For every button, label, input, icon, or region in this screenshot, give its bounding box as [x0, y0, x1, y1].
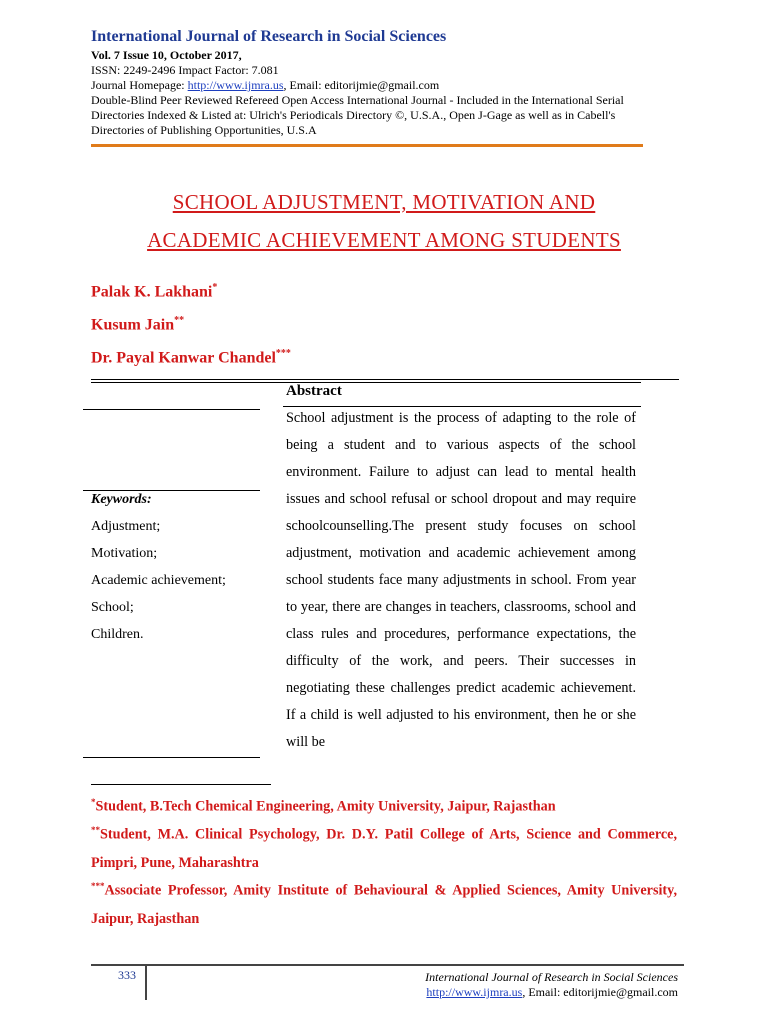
footnote-mark: ** [91, 825, 100, 835]
footnote-text: Student, M.A. Clinical Psychology, Dr. D.Y. Patil College of Arts, Science and Commerce, Pimpri, Pune, Maharashtra [91, 826, 677, 871]
footer-rule [91, 964, 684, 966]
table-top-rule-inner [91, 382, 641, 383]
author-1 [91, 282, 217, 301]
author-3 [91, 348, 291, 367]
footnote-text: Student, B.Tech Chemical Engineering, Amity University, Jaipur, Rajasthan [95, 798, 556, 815]
author-name: Kusum Jain [91, 316, 175, 334]
footnote-2 [91, 816, 677, 877]
journal-title: International Journal of Research in Social Sciences [91, 28, 447, 45]
keyword-item: Motivation; [91, 546, 158, 561]
footnote-separator [91, 784, 271, 785]
author-mark: ** [174, 315, 185, 326]
footnote-mark: * [91, 797, 96, 807]
keywords-head-rule [83, 490, 260, 491]
keywords-top-rule [83, 409, 260, 410]
peer-review-line-3: Directories of Publishing Opportunities, U.S.A [91, 123, 317, 137]
volume-info: Vol. 7 Issue 10, October 2017, [91, 48, 242, 62]
footer-journal-name: International Journal of Research in Social Sciences [425, 970, 678, 984]
keyword-item: Academic achievement; [91, 573, 226, 588]
header-divider [91, 144, 643, 147]
keyword-item: School; [91, 600, 134, 615]
header-email: , Email: editorijmie@gmail.com [283, 78, 440, 92]
keywords-heading: Keywords: [91, 492, 152, 507]
table-top-rule [91, 379, 679, 380]
footnote-3 [91, 872, 677, 933]
footer-contact [426, 985, 678, 1000]
article-title-line-1: SCHOOL ADJUSTMENT, MOTIVATION AND [172, 190, 596, 214]
journal-homepage-line [91, 78, 439, 93]
peer-review-line-2: Directories Indexed & Listed at: Ulrich's Periodicals Directory ©, U.S.A., Open J-Gage as well as in Cabell's [91, 108, 616, 122]
author-mark: * [212, 282, 218, 293]
keyword-item: Children. [91, 627, 144, 642]
footnote-text: Associate Professor, Amity Institute of Behavioural & Applied Sciences, Amity University, Jaipur, Rajasthan [91, 882, 677, 927]
footnote-mark: *** [91, 881, 105, 891]
peer-review-line-1: Double-Blind Peer Reviewed Refereed Open Access International Journal - Included in the International Serial [91, 93, 624, 107]
author-2 [91, 315, 184, 334]
footer-vertical-rule [145, 966, 147, 1000]
footer-link[interactable]: http://www.ijmra.us [426, 985, 523, 999]
footer-email: , Email: editorijmie@gmail.com [522, 985, 678, 999]
page-number: 333 [118, 968, 136, 982]
author-name: Palak K. Lakhani [91, 283, 213, 301]
keywords-bottom-rule [83, 757, 260, 758]
homepage-link[interactable]: http://www.ijmra.us [187, 78, 284, 92]
abstract-heading: Abstract [286, 383, 342, 399]
author-name: Dr. Payal Kanwar Chandel [91, 349, 276, 367]
author-mark: *** [275, 348, 291, 359]
keyword-item: Adjustment; [91, 519, 161, 534]
abstract-text: School adjustment is the process of adapting to the role of being a student and to various aspects of the school environment. Failure to adjust can lead to mental health issues and school refusal or school dropout and may require schoolcounselling.The present study focuses on school adjustment, motivation and academic achievement among school students face many adjustments in school. From year to year, there are changes in teachers, classrooms, school and class rules and procedures, performance expectations, the difficulty of the work, and peers. Their successes in negotiating these challenges predict academic achievement. If a child is well adjusted to his environment, then he or she will be [286, 410, 636, 750]
issn-info: ISSN: 2249-2496 Impact Factor: 7.081 [91, 63, 279, 77]
article-title-line-2: ACADEMIC ACHIEVEMENT AMONG STUDENTS [147, 228, 621, 252]
homepage-label: Journal Homepage: [91, 78, 188, 92]
